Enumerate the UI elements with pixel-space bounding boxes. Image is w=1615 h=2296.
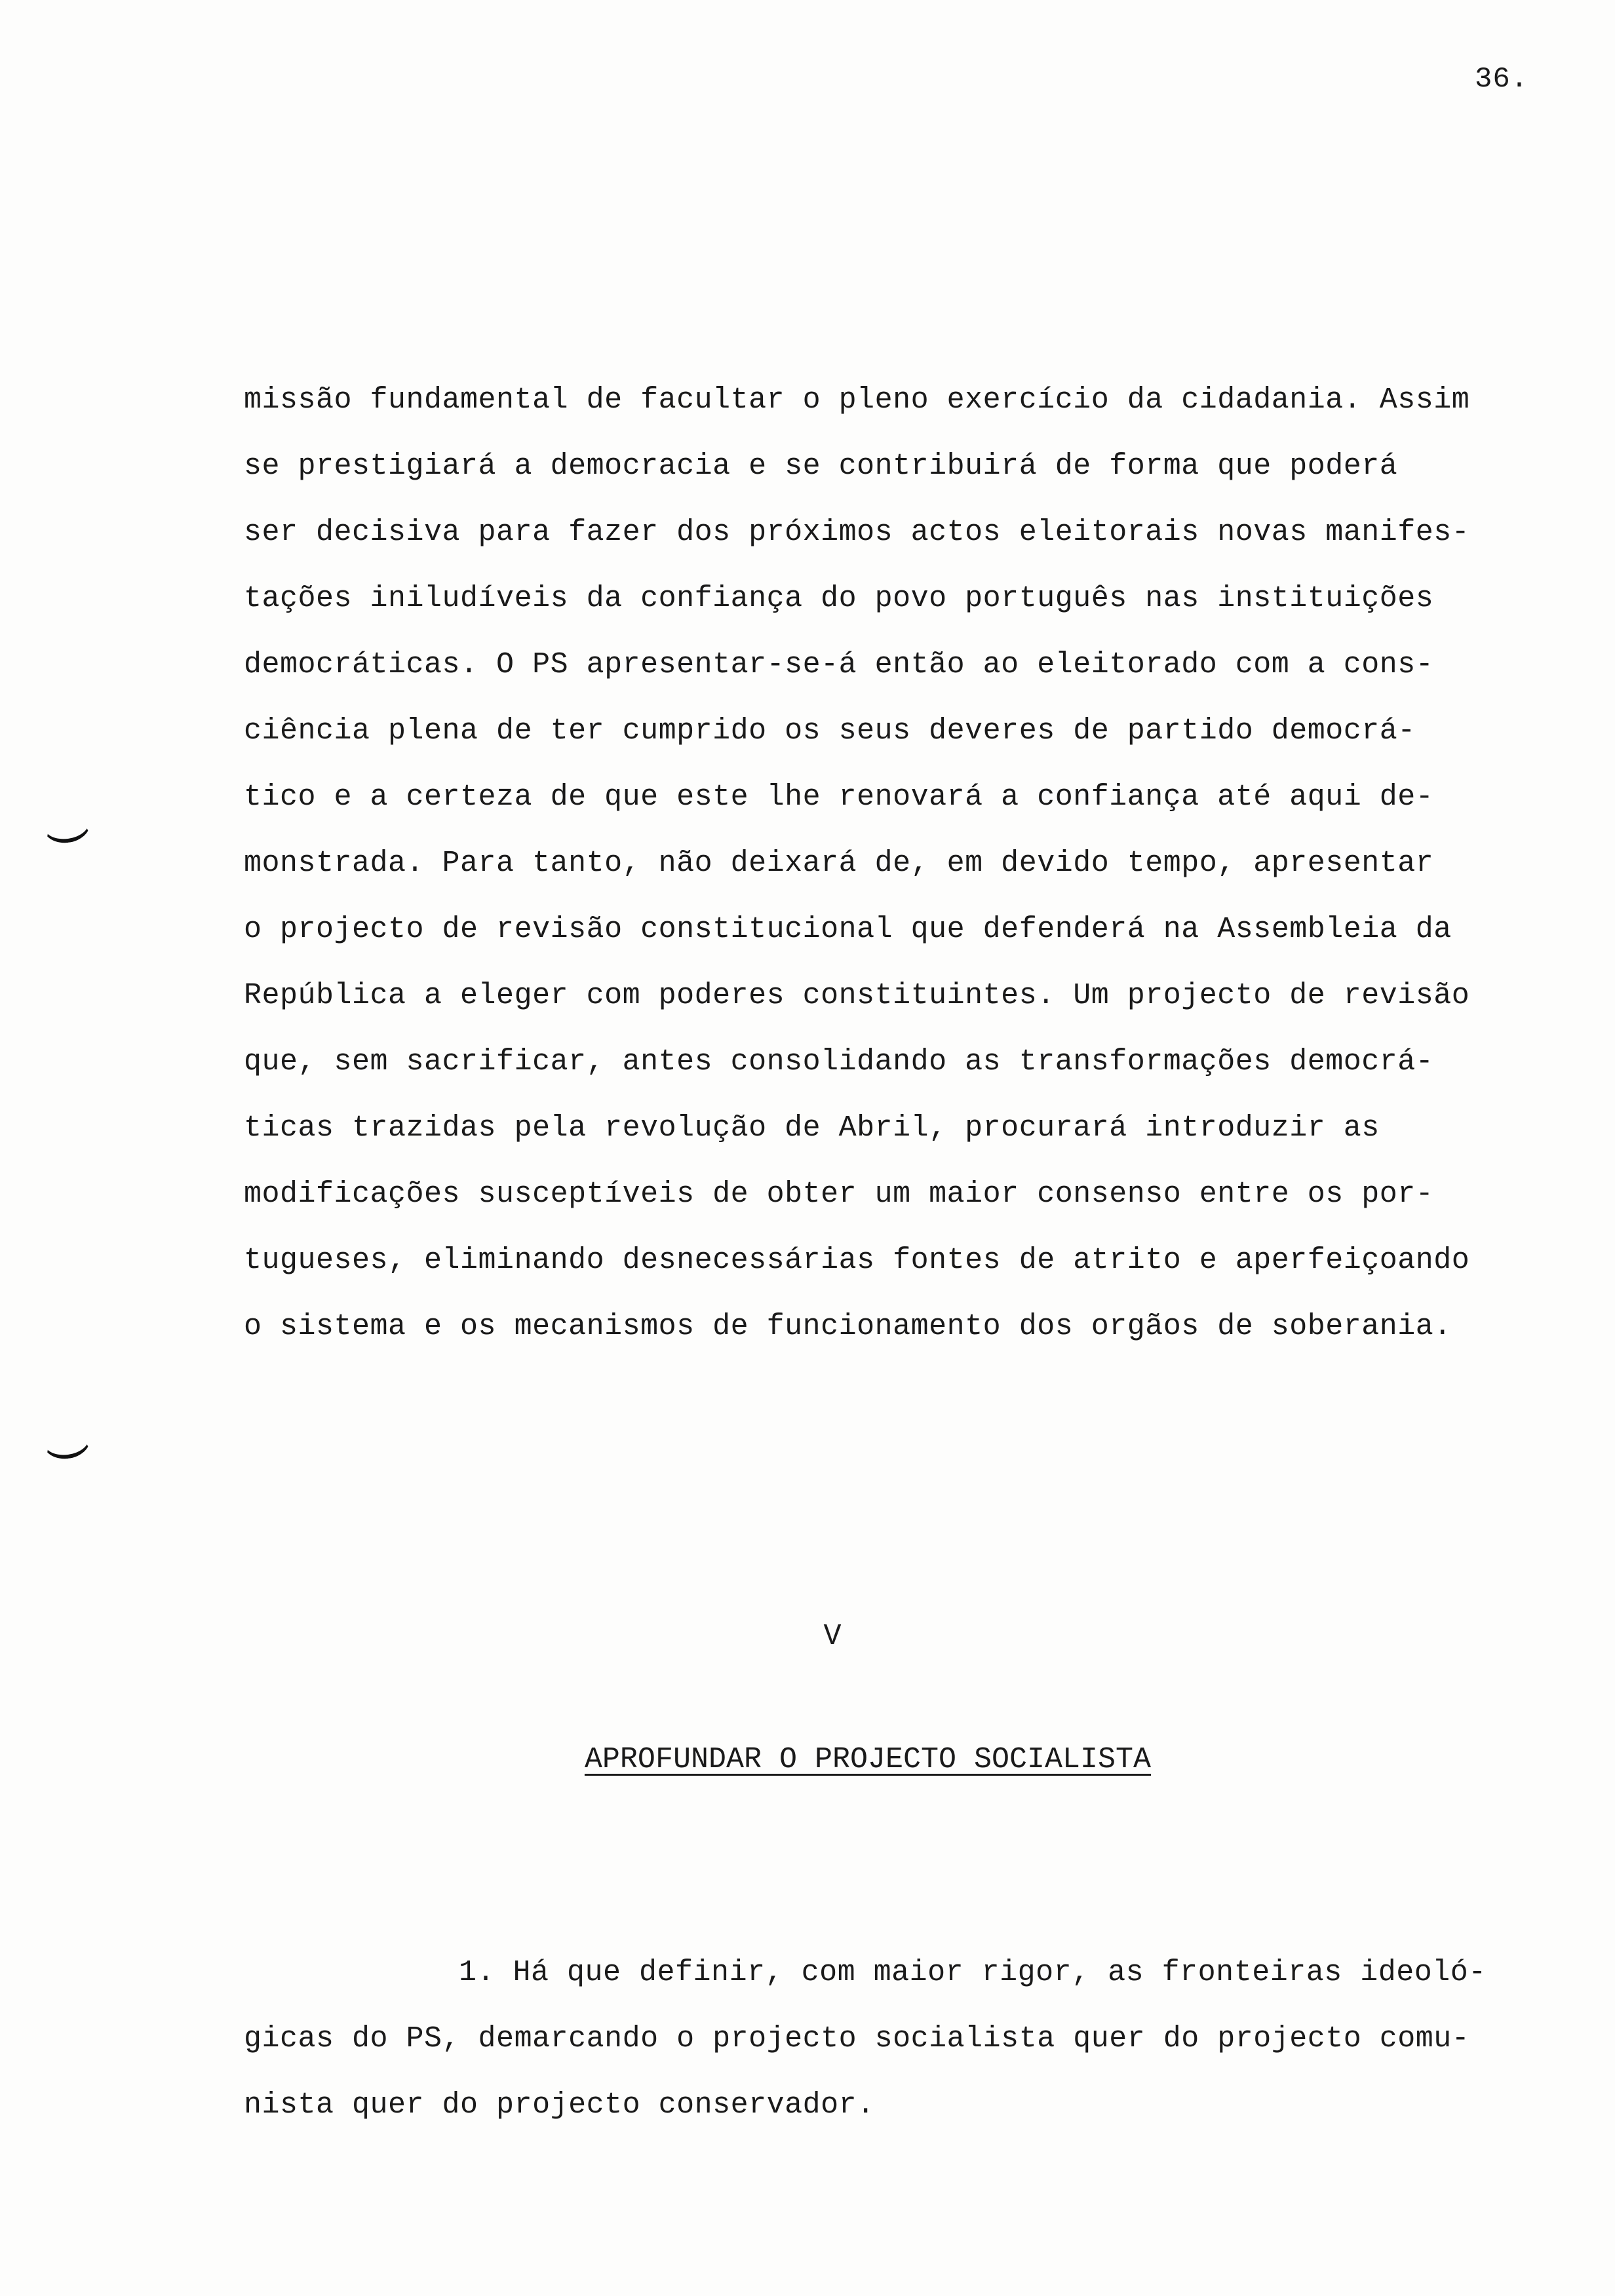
text-line: ser decisiva para fazer dos próximos actos eleitorais novas manifes- [244,516,1470,549]
text-line: monstrada. Para tanto, não deixará de, em devido tempo, apresentar [244,847,1434,880]
text-line: nista quer do projecto conservador. [244,2088,875,2122]
text-line: que, sem sacrificar, antes consolidando as transformações democrá- [244,1045,1434,1079]
text-line: tações iniludíveis da confiança do povo português nas instituições [244,582,1434,615]
section-heading-text: APROFUNDAR O PROJECTO SOCIALISTA [584,1743,1152,1776]
paragraph-2 [244,1940,1594,2138]
section-heading [0,1743,1615,1776]
paragraph-1 [244,367,1594,1360]
text-line: o projecto de revisão constitucional que defenderá na Assembleia da [244,913,1452,946]
page-number: 36. [1475,63,1529,96]
text-line: missão fundamental de facultar o pleno exercício da cidadania. Assim [244,383,1470,417]
text-line: tugueses, eliminando desnecessárias fontes de atrito e aperfeiçoando [244,1244,1470,1277]
margin-mark-icon [41,809,92,846]
text-line: ticas trazidas pela revolução de Abril, procurará introduzir as [244,1111,1380,1145]
text-line: República a eleger com poderes constituintes. Um projecto de revisão [244,979,1470,1012]
text-line: gicas do PS, demarcando o projecto socialista quer do projecto comu- [244,2022,1470,2056]
text-line: tico e a certeza de que este lhe renovará a confiança até aqui de- [244,780,1434,814]
text-line: modificações susceptíveis de obter um maior consenso entre os por- [244,1177,1434,1211]
text-line: democráticas. O PS apresentar-se-á então ao eleitorado com a cons- [244,648,1434,681]
text-line: 1. Há que definir, com maior rigor, as fronteiras ideoló- [459,1956,1487,1989]
text-line: ciência plena de ter cumprido os seus deveres de partido democrá- [244,714,1416,748]
text-line: se prestigiará a democracia e se contribuirá de forma que poderá [244,450,1398,483]
section-numeral: V [823,1620,842,1653]
text-line: o sistema e os mecanismos de funcionamento dos orgãos de soberania. [244,1310,1452,1343]
margin-mark-icon [41,1425,92,1462]
